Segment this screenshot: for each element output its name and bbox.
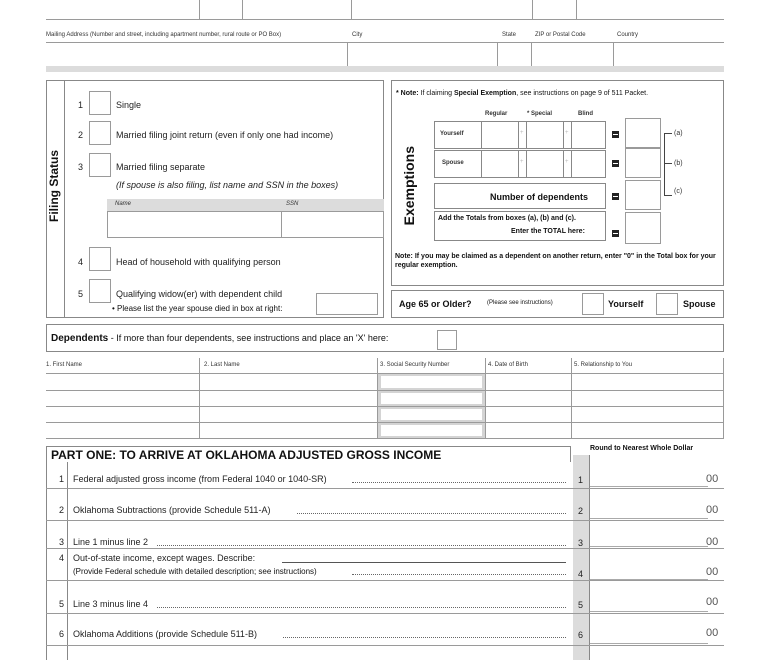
spouse-plus-1: + bbox=[520, 159, 524, 165]
tag-a: (a) bbox=[674, 130, 683, 137]
filing-option-2-checkbox[interactable] bbox=[89, 121, 111, 145]
line-3-cents: 00 bbox=[706, 536, 719, 548]
spouse-name-col: Name bbox=[115, 201, 132, 207]
line-3-number: 3 bbox=[59, 537, 65, 547]
exemptions-note-prefix: * Note: bbox=[396, 90, 419, 97]
tag-b: (b) bbox=[674, 160, 683, 167]
dependents-title: Dependents bbox=[51, 333, 109, 344]
dep-col-last-name: 2. Last Name bbox=[204, 362, 240, 368]
zip-field[interactable] bbox=[532, 42, 614, 66]
spouse-row-label: Spouse bbox=[442, 160, 464, 166]
line-6-text: Oklahoma Additions (provide Schedule 511-B) bbox=[73, 629, 257, 639]
dep-ssn-field-4[interactable] bbox=[378, 423, 485, 438]
filing-option-1-number: 1 bbox=[78, 100, 84, 110]
age65-spouse-label: Spouse bbox=[683, 299, 716, 309]
spouse-ssn-col: SSN bbox=[286, 201, 299, 207]
part-one-left-border bbox=[46, 462, 68, 660]
part-one-title: PART ONE: TO ARRIVE AT OKLAHOMA ADJUSTED GROSS INCOME bbox=[51, 448, 442, 462]
col-blind: Blind bbox=[578, 111, 593, 117]
line-5-text: Line 3 minus line 4 bbox=[73, 599, 149, 609]
zip-label: ZIP or Postal Code bbox=[535, 32, 586, 38]
filing-option-3-checkbox[interactable] bbox=[89, 153, 111, 177]
spouse-filing-note: (If spouse is also filing, list name and SSN in the boxes) bbox=[116, 180, 339, 190]
line-2-number: 2 bbox=[59, 505, 65, 515]
city-field[interactable] bbox=[348, 42, 498, 66]
filing-option-4-number: 4 bbox=[78, 257, 84, 267]
exemptions-note bbox=[396, 90, 648, 97]
line-4-cents: 00 bbox=[706, 566, 719, 578]
tag-c: (c) bbox=[674, 188, 683, 195]
top-row-fields bbox=[46, 0, 724, 20]
line-4-subtext: (Provide Federal schedule with detailed description; see instructions) bbox=[73, 567, 317, 576]
yourself-regular-box[interactable] bbox=[481, 121, 519, 149]
dependents-table bbox=[46, 358, 724, 440]
dep-ssn-field-2[interactable] bbox=[378, 391, 485, 406]
total-line-1: Add the Totals from boxes (a), (b) and (c). bbox=[438, 215, 576, 222]
filing-option-4-checkbox[interactable] bbox=[89, 247, 111, 271]
state-label: State bbox=[502, 32, 517, 38]
line-4-amount-field[interactable] bbox=[590, 554, 708, 580]
filing-option-2-number: 2 bbox=[78, 130, 84, 140]
line-5-amount-field[interactable] bbox=[590, 586, 708, 612]
filing-option-1-label: Single bbox=[116, 100, 142, 110]
line-4-text: Out-of-state income, except wages. Describe: bbox=[73, 553, 256, 563]
line-5-box-number: 5 bbox=[578, 600, 584, 610]
dependents-title-row bbox=[51, 333, 388, 344]
age65-yourself-label: Yourself bbox=[608, 299, 644, 309]
line-5-number: 5 bbox=[59, 599, 65, 609]
spouse-blind-box[interactable] bbox=[571, 150, 606, 178]
mailing-address-label: Mailing Address (Number and street, including apartment number, rural route or PO Box) bbox=[46, 32, 282, 38]
abc-bracket bbox=[664, 133, 665, 195]
spouse-ssn-field[interactable] bbox=[281, 211, 384, 238]
line-2-amount-field[interactable] bbox=[590, 494, 708, 519]
city-label: City bbox=[352, 32, 363, 38]
line-5-cents: 00 bbox=[706, 596, 719, 608]
filing-option-2-label: Married filing joint return (even if only one had income) bbox=[116, 130, 334, 140]
filing-status-label: Filing Status bbox=[47, 150, 61, 222]
exemptions-label: Exemptions bbox=[401, 146, 417, 226]
spouse-special-box[interactable] bbox=[526, 150, 564, 178]
state-field[interactable] bbox=[498, 42, 532, 66]
line-3-text: Line 1 minus line 2 bbox=[73, 537, 149, 547]
filing-option-3-label: Married filing separate bbox=[116, 162, 206, 172]
age65-spouse-checkbox[interactable] bbox=[656, 293, 678, 315]
line-6-amount-field[interactable] bbox=[590, 618, 708, 644]
spouse-equals-icon bbox=[612, 160, 619, 167]
line-2-text: Oklahoma Subtractions (provide Schedule 511-A) bbox=[73, 505, 271, 515]
spouse-table-header bbox=[107, 199, 384, 211]
claimed-dependent-note: Note: If you may be claimed as a dependent on another return, enter "0" in the Total box for your regular exemption. bbox=[395, 253, 716, 269]
total-exemptions-box[interactable] bbox=[625, 212, 661, 244]
spouse-name-field[interactable] bbox=[107, 211, 281, 238]
dependents-instruction: - If more than four dependents, see instructions and place an 'X' here: bbox=[108, 333, 389, 343]
dependents-total-box[interactable] bbox=[625, 180, 661, 210]
total-line-2: Enter the TOTAL here: bbox=[511, 228, 585, 235]
line-2-cents: 00 bbox=[706, 504, 719, 516]
filing-option-1-checkbox[interactable] bbox=[89, 91, 111, 115]
line-1-cents: 00 bbox=[706, 473, 719, 485]
exemptions-note-text-1: If claiming bbox=[420, 90, 453, 97]
col-special: * Special bbox=[527, 111, 553, 117]
dep-col-first-name: 1. First Name bbox=[46, 362, 83, 368]
line-2-box-number: 2 bbox=[578, 506, 584, 516]
line-3-amount-field[interactable] bbox=[590, 526, 708, 547]
filing-option-5-label: Qualifying widow(er) with dependent child bbox=[116, 289, 283, 299]
line-1-box-number: 1 bbox=[578, 475, 584, 485]
dependents-equals-icon bbox=[612, 193, 619, 200]
total-equals-icon bbox=[612, 230, 619, 237]
dep-col-dob: 4. Date of Birth bbox=[488, 362, 529, 368]
line-1-amount-field[interactable] bbox=[590, 462, 708, 487]
dep-ssn-field-1[interactable] bbox=[378, 374, 485, 390]
country-label: Country bbox=[617, 32, 639, 38]
line-4-box-number: 4 bbox=[578, 569, 584, 579]
line-6-box-number: 6 bbox=[578, 630, 584, 640]
age65-hint: (Please see instructions) bbox=[487, 300, 553, 306]
spouse-plus-2: + bbox=[565, 159, 569, 165]
filing-option-5-checkbox[interactable] bbox=[89, 279, 111, 303]
age65-label: Age 65 or Older? bbox=[399, 299, 472, 309]
dep-ssn-field-3[interactable] bbox=[378, 407, 485, 422]
filing-option-5-number: 5 bbox=[78, 289, 84, 299]
yourself-plus-2: + bbox=[565, 130, 569, 136]
line-1-number: 1 bbox=[59, 474, 65, 484]
line-4-number: 4 bbox=[59, 553, 65, 563]
line-6-number: 6 bbox=[59, 629, 65, 639]
number-of-dependents-label: Number of dependents bbox=[490, 192, 589, 202]
filing-option-3-number: 3 bbox=[78, 162, 84, 172]
mailing-address-field[interactable] bbox=[46, 42, 348, 66]
line-6-cents: 00 bbox=[706, 627, 719, 639]
yourself-row-label: Yourself bbox=[440, 131, 464, 137]
exemptions-note-bold: Special Exemption bbox=[453, 90, 517, 97]
line-3-box-number: 3 bbox=[578, 538, 584, 548]
col-regular: Regular bbox=[485, 111, 508, 117]
year-spouse-died-note: • Please list the year spouse died in box at right: bbox=[112, 304, 283, 313]
yourself-total-box[interactable] bbox=[625, 118, 661, 148]
line-1-text: Federal adjusted gross income (from Federal 1040 or 1040-SR) bbox=[73, 474, 327, 484]
spouse-regular-box[interactable] bbox=[481, 150, 519, 178]
age65-yourself-checkbox[interactable] bbox=[582, 293, 604, 315]
yourself-plus-1: + bbox=[520, 130, 524, 136]
year-spouse-died-field[interactable] bbox=[316, 293, 378, 315]
yourself-special-box[interactable] bbox=[526, 121, 564, 149]
dep-col-ssn: 3. Social Security Number bbox=[380, 362, 450, 368]
dep-col-relationship: 5. Relationship to You bbox=[574, 362, 633, 368]
yourself-blind-box[interactable] bbox=[571, 121, 606, 149]
spouse-total-box[interactable] bbox=[625, 148, 661, 178]
line-4-describe-field[interactable] bbox=[282, 551, 566, 563]
country-field[interactable] bbox=[614, 42, 724, 66]
filing-option-4-label: Head of household with qualifying person bbox=[116, 257, 281, 267]
more-dependents-checkbox[interactable] bbox=[437, 330, 457, 350]
yourself-equals-icon bbox=[612, 131, 619, 138]
round-note: Round to Nearest Whole Dollar bbox=[590, 445, 694, 452]
exemptions-note-text-2: , see instructions on page 9 of 511 Packet. bbox=[516, 90, 649, 97]
address-bottom-bar bbox=[46, 66, 724, 72]
